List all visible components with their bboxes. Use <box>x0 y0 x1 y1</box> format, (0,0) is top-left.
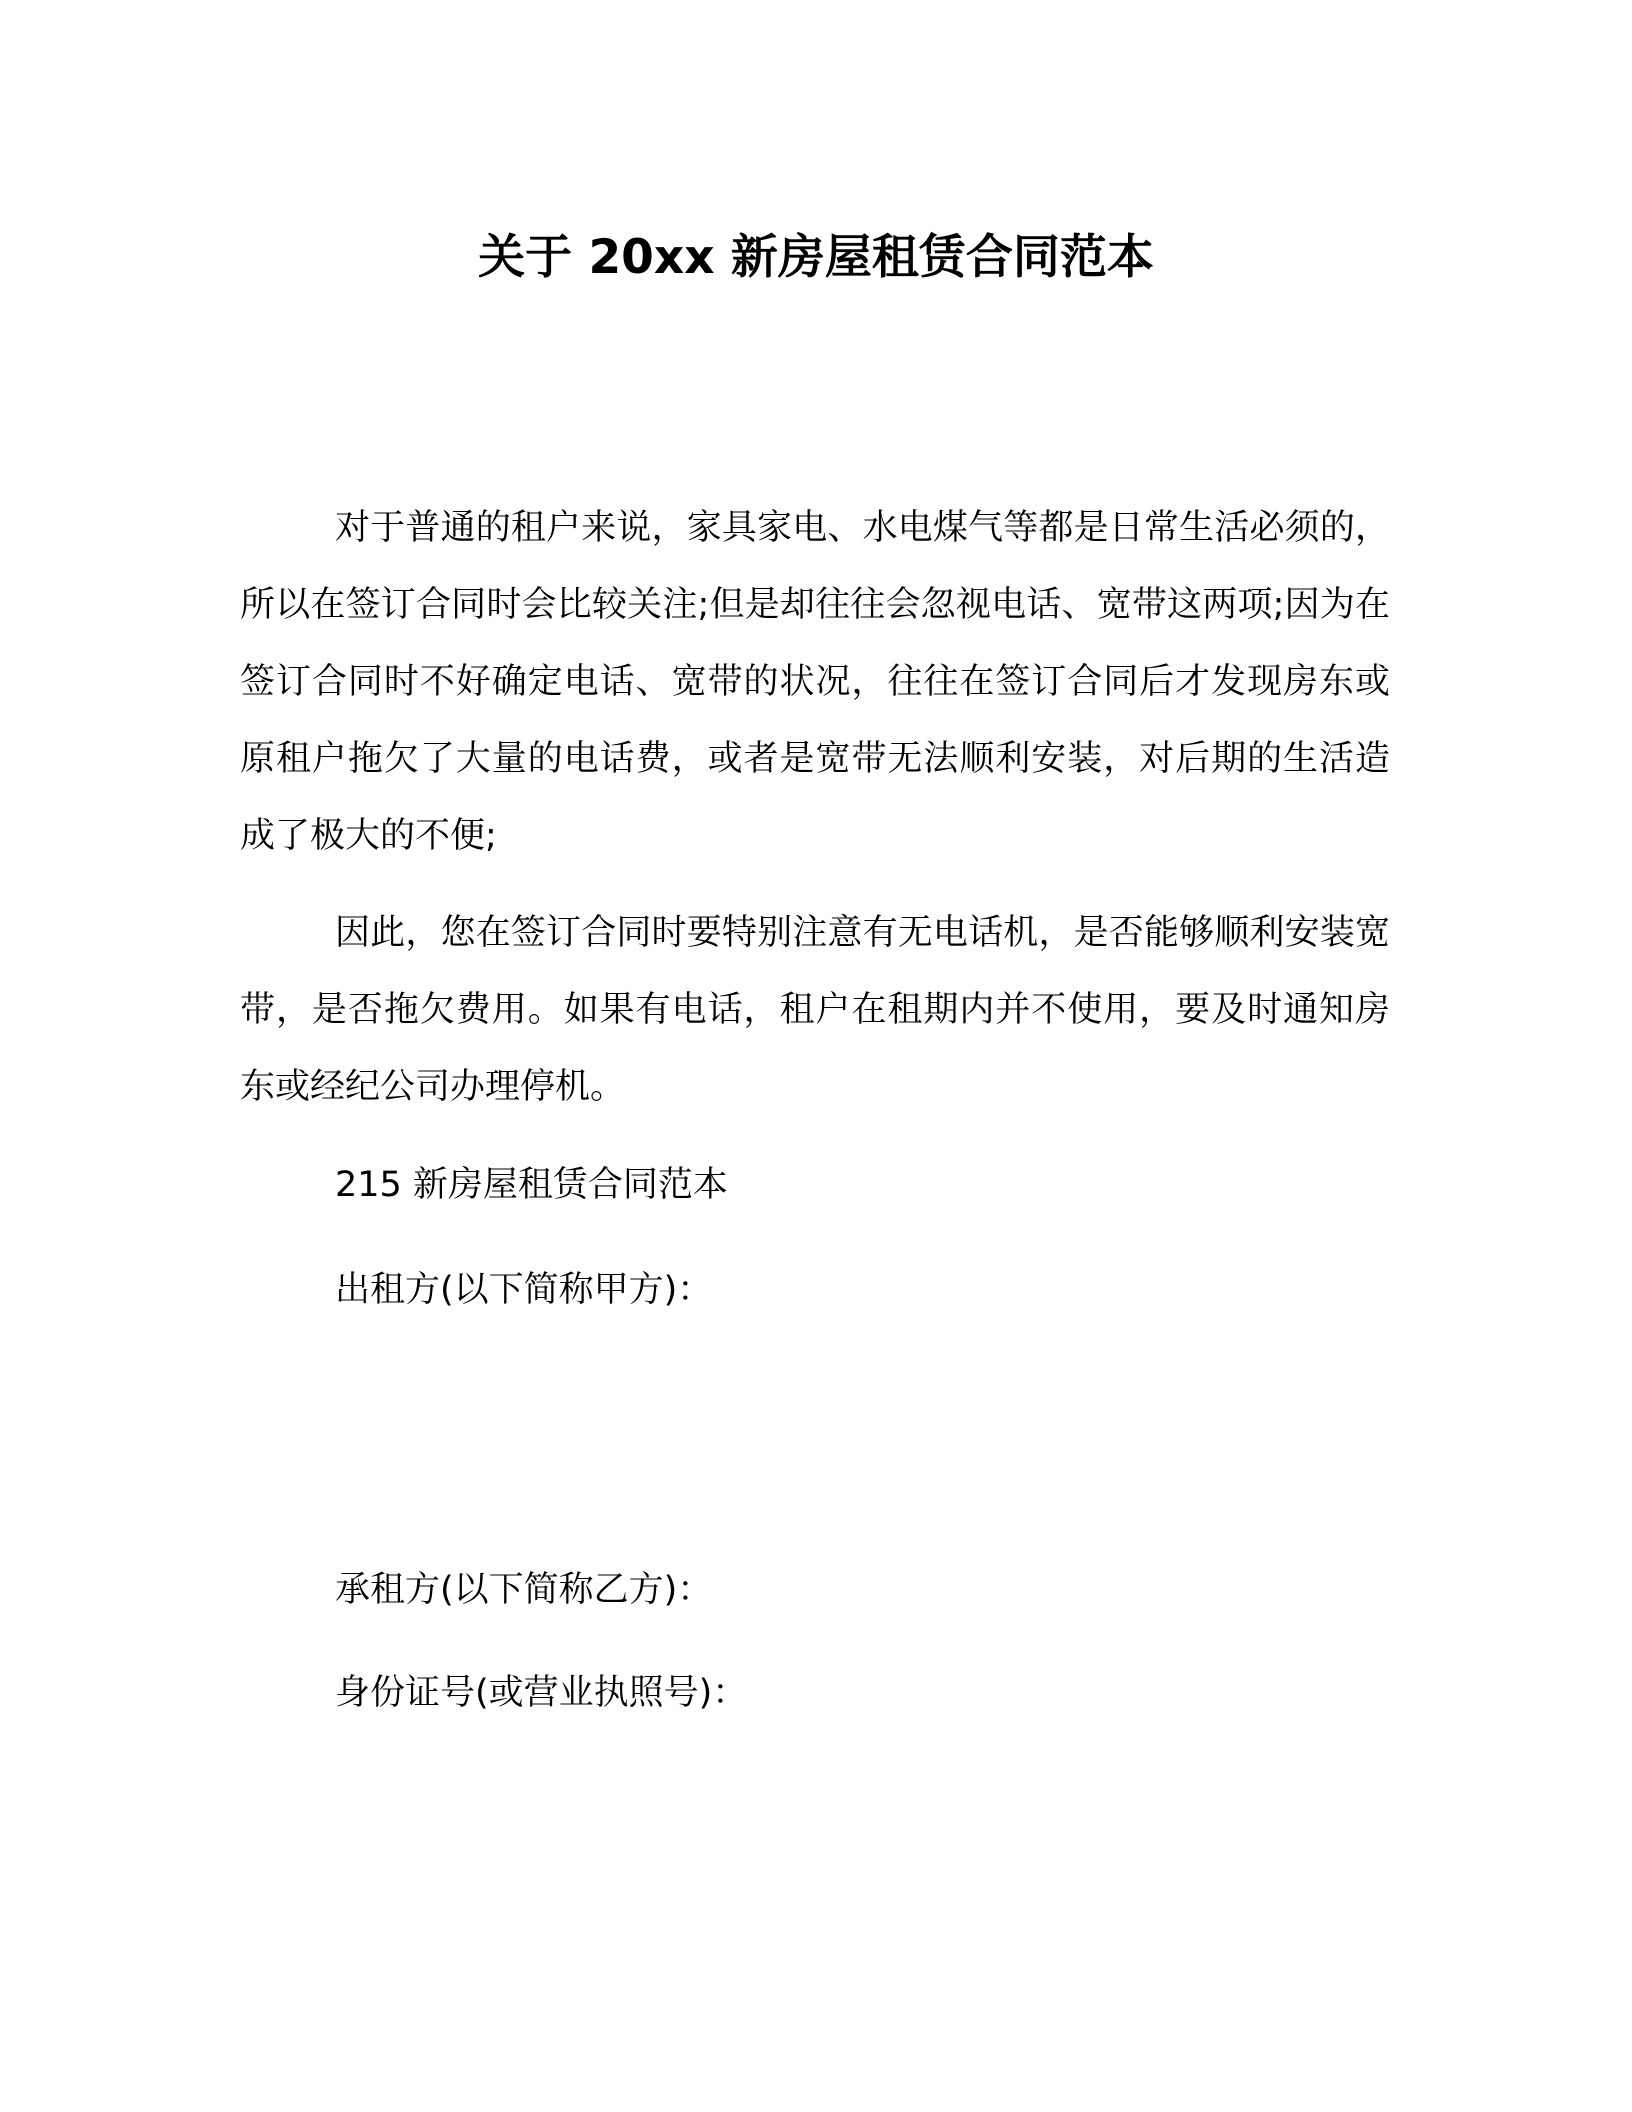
paragraph-phone-broadband-advice: 因此，您在签订合同时要特别注意有无电话机，是否能够顺利安装宽带，是否拖欠费用。如果有电话，租户在租期内并不使用，要及时通知房东或经纪公司办理停机。 <box>240 913 1390 1107</box>
paragraph-utilities-note: 对于普通的租户来说，家具家电、水电煤气等都是日常生活必须的，所以在签订合同时会比较关注;但是却往往会忽视电话、宽带这两项;因为在签订合同时不好确定电话、宽带的状况，往往在签订合同后才发现房东或原租户拖欠了大量的电话费，或者是宽带无法顺利安装，对后期的生活造成了极大的不便; <box>240 508 1390 856</box>
lessor-label: 出租方(以下简称甲方)： <box>335 1270 713 1310</box>
id-number-label: 身份证号(或营业执照号)： <box>335 1673 748 1713</box>
lessee-label: 承租方(以下简称乙方)： <box>335 1570 713 1610</box>
contract-heading: 215 新房屋租赁合同范本 <box>335 1165 728 1205</box>
document-title: 关于 20xx 新房屋租赁合同范本 <box>478 230 1154 285</box>
